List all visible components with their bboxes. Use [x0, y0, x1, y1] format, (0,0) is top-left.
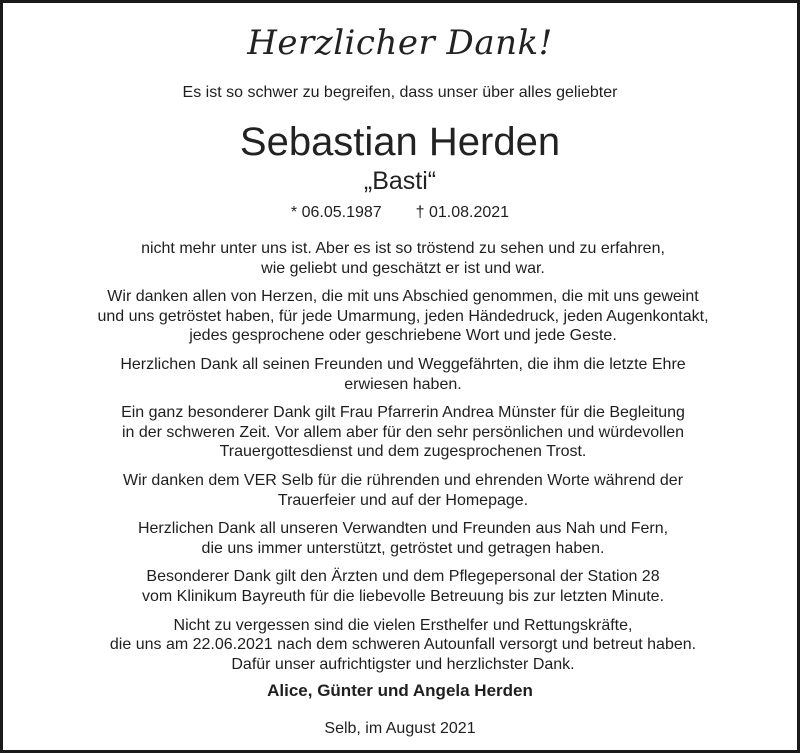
- paragraph-line: Wir danken allen von Herzen, die mit uns Abschied genommen, die mit uns geweint: [107, 288, 699, 306]
- life-dates: [3, 203, 797, 223]
- death-date: † 01.08.2021: [415, 204, 510, 221]
- thanks-paragraph: [23, 287, 783, 346]
- paragraph-line: die uns am 22.06.2021 nach dem schweren Autounfall versorgt und betreut haben.: [109, 636, 697, 654]
- thanks-paragraph: [23, 471, 783, 510]
- paragraph-line: nicht mehr unter uns ist. Aber es ist so tröstend zu sehen und zu erfahren,: [141, 240, 665, 257]
- paragraph-line: Ein ganz besonderer Dank gilt Frau Pfarrerin Andrea Münster für die Begleitung: [121, 404, 685, 422]
- heading-script: Herzlicher Dank!: [247, 23, 553, 63]
- intro-text: Es ist so schwer zu begreifen, dass unser über alles geliebter: [182, 84, 618, 101]
- paragraph-line: wie geliebt und geschätzt er ist und war.: [261, 259, 545, 277]
- deceased-name: Sebastian Herden: [239, 120, 561, 164]
- thanks-paragraph: [23, 567, 783, 606]
- paragraph-line: Wir danken dem VER Selb für die rührenden und ehrenden Worte während der: [122, 471, 684, 489]
- thanks-paragraph: [23, 519, 783, 558]
- thanks-paragraph: [23, 616, 783, 675]
- thanks-paragraph: [23, 239, 783, 278]
- paragraph-line: Herzlichen Dank all unseren Verwandten und Freunden aus Nah und Fern,: [137, 520, 669, 538]
- paragraph-line: Dafür unser aufrichtigster und herzlichster Dank.: [231, 655, 575, 673]
- thanks-paragraph: [23, 403, 783, 462]
- paragraph-line: Trauerfeier und auf der Homepage.: [277, 491, 529, 509]
- paragraph-line: in der schweren Zeit. Vor allem aber für den sehr persönlichen und würdevollen: [121, 423, 685, 441]
- thanks-body: [23, 239, 783, 683]
- paragraph-line: und uns getröstet haben, für jede Umarmung, jeden Händedruck, jeden Augenkontakt,: [97, 307, 709, 325]
- paragraph-line: Herzlichen Dank all seinen Freunden und Weggefährten, die ihm die letzte Ehre: [120, 355, 686, 373]
- birth-date: * 06.05.1987: [290, 204, 382, 221]
- paragraph-line: erwiesen haben.: [344, 375, 462, 393]
- thanks-paragraph: [23, 355, 783, 394]
- paragraph-line: Trauergottesdienst und dem zugesprochenen Trost.: [219, 443, 587, 461]
- paragraph-line: jedes gesprochene oder geschriebene Wort und jede Geste.: [189, 327, 617, 345]
- place-date: Selb, im August 2021: [324, 720, 476, 737]
- paragraph-line: vom Klinikum Bayreuth für die liebevolle Betreuung bis zur letzten Minute.: [141, 587, 665, 605]
- deceased-nickname: „Basti“: [363, 167, 437, 195]
- paragraph-line: die uns immer unterstützt, getröstet und getragen haben.: [201, 539, 605, 557]
- paragraph-line: Besonderer Dank gilt den Ärzten und dem Pflegepersonal der Station 28: [146, 568, 660, 586]
- paragraph-line: Nicht zu vergessen sind die vielen Ersthelfer und Rettungskräfte,: [173, 616, 633, 634]
- signers: Alice, Günter und Angela Herden: [267, 681, 533, 700]
